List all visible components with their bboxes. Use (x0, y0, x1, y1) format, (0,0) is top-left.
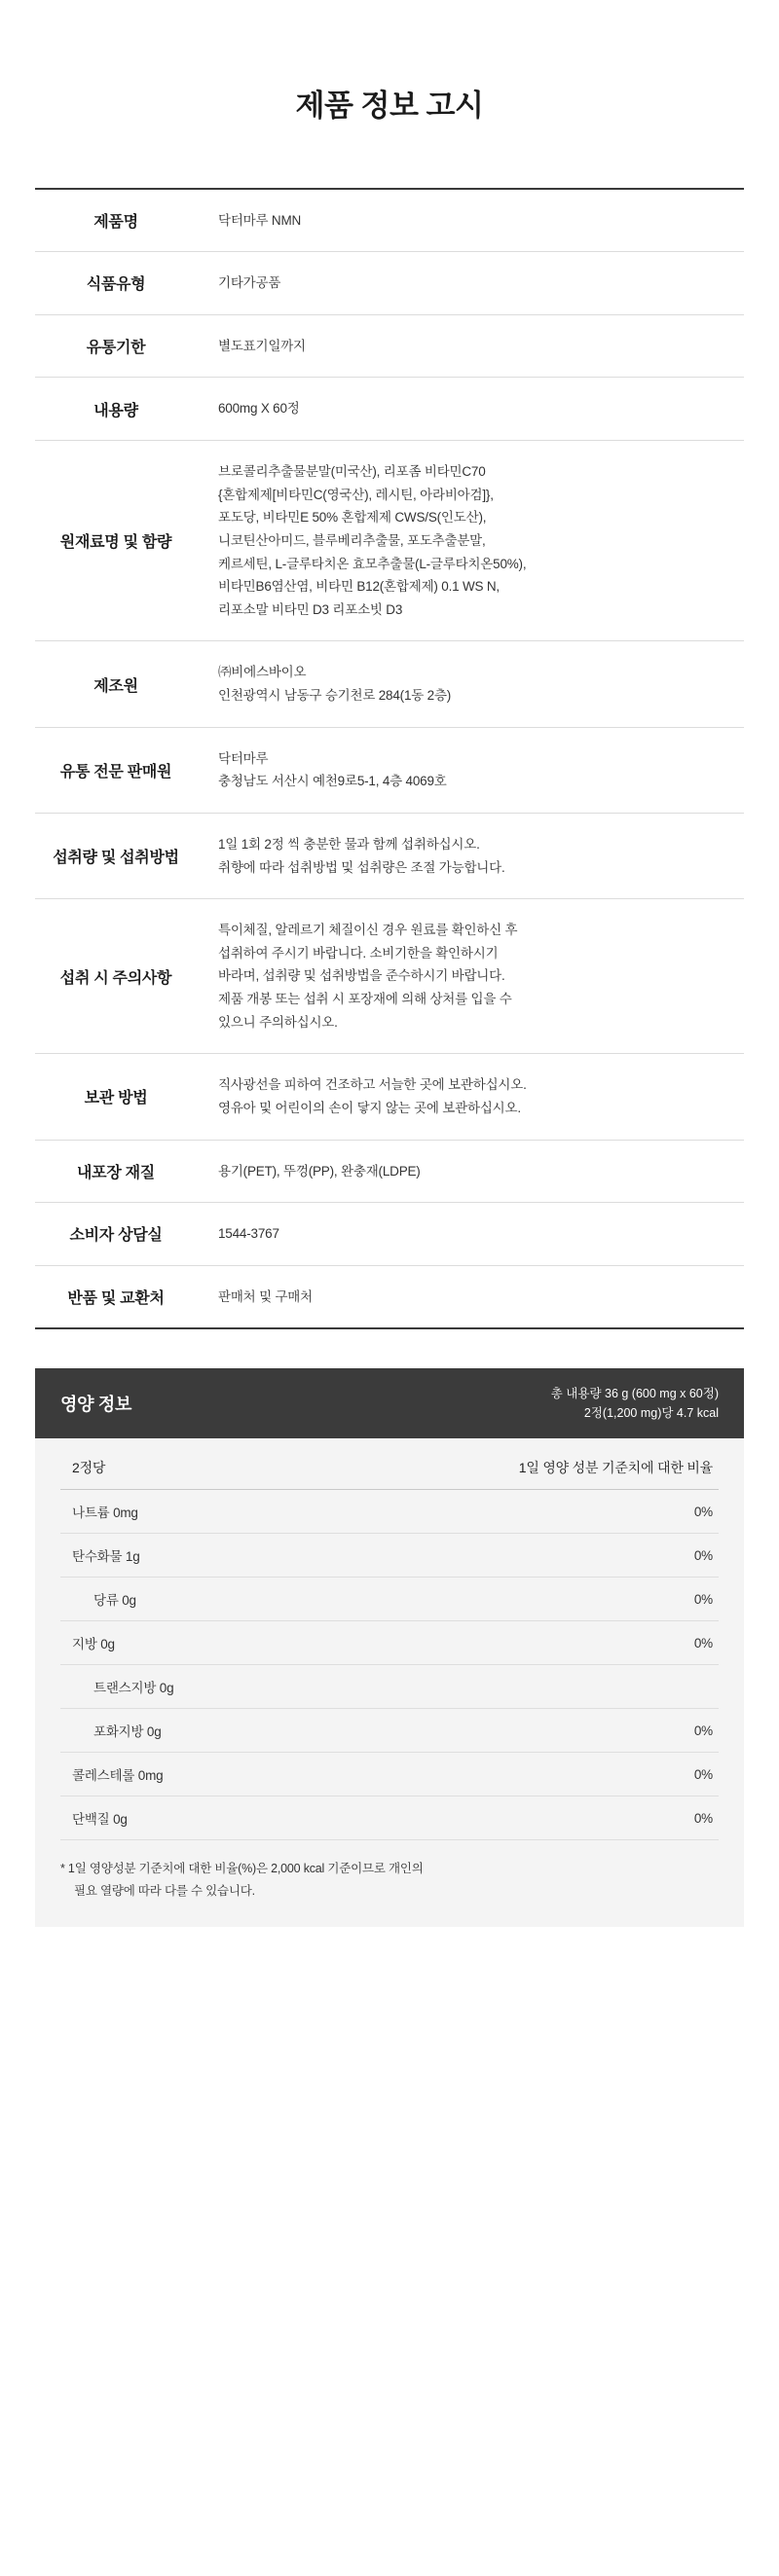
info-row-value-line: ㈜비에스바이오 (218, 665, 307, 680)
info-row-value (197, 641, 744, 727)
table-row (35, 641, 744, 727)
table-row (35, 813, 744, 898)
nutrition-row-name: 당류 0g (60, 1578, 299, 1621)
table-row (35, 1203, 744, 1266)
nutrition-meta-line2: 2정(1,200 mg)당 4.7 kcal (583, 1406, 719, 1421)
info-row-label: 섭취량 및 섭취방법 (35, 813, 197, 898)
table-row (35, 1054, 744, 1140)
info-row-label: 보관 방법 (35, 1054, 197, 1140)
nutrition-table-body (60, 1490, 719, 1840)
info-row-label: 내용량 (35, 378, 197, 441)
info-row-value (197, 1265, 744, 1328)
info-row-value (197, 314, 744, 378)
nutrition-note-line2: 필요 열량에 따라 다를 수 있습니다. (74, 1883, 255, 1898)
nutrition-note-line1: * 1일 영양성분 기준치에 대한 비율(%)은 2,000 kcal 기준이므로 개인의 (60, 1862, 424, 1876)
product-info-page (0, 20, 779, 1928)
table-row (35, 727, 744, 813)
info-row-value-line: 리포소말 비타민 D3 리포소빗 D3 (218, 601, 403, 617)
info-row-label: 유통기한 (35, 314, 197, 378)
info-row-value-line: 판매처 및 구매처 (218, 1288, 313, 1304)
info-row-value-line: 닥터마루 NMN (218, 212, 302, 228)
nutrition-row-name: 트랜스지방 0g (60, 1665, 299, 1709)
info-row-value-line: 별도표기일까지 (218, 338, 306, 353)
nutrition-panel (35, 1368, 744, 1927)
info-row-value (197, 727, 744, 813)
product-info-table (35, 188, 744, 1330)
info-row-value (197, 441, 744, 641)
table-row (35, 189, 744, 252)
info-row-value-line: 직사광선을 피하여 건조하고 서늘한 곳에 보관하십시오. (218, 1077, 527, 1093)
nutrition-title: 영양 정보 (60, 1395, 132, 1415)
nutrition-row-value: 0% (299, 1490, 719, 1534)
nutrition-table-head (60, 1438, 719, 1490)
info-row-value-line: 600mg X 60정 (218, 401, 300, 417)
nutrition-note (35, 1840, 744, 1902)
info-row-value-line: 기타가공품 (218, 275, 281, 291)
nutrition-header-row (60, 1438, 719, 1490)
info-row-value (197, 252, 744, 315)
table-row (35, 1140, 744, 1203)
info-row-value-line: 충청남도 서산시 예천9로5-1, 4층 4069호 (218, 774, 447, 789)
table-row (35, 378, 744, 441)
info-row-value-line: 특이체질, 알레르기 체질이신 경우 원료를 확인하신 후 (218, 923, 518, 938)
nutrition-row-value: 0% (299, 1534, 719, 1578)
info-row-value (197, 1140, 744, 1203)
table-row (35, 1265, 744, 1328)
table-row (35, 441, 744, 641)
info-row-label: 식품유형 (35, 252, 197, 315)
nutrition-row-value: 0% (299, 1753, 719, 1796)
info-row-value (197, 189, 744, 252)
nutrition-row (60, 1665, 719, 1709)
nutrition-row (60, 1621, 719, 1665)
nutrition-row-value: 0% (299, 1578, 719, 1621)
nutrition-row-value: 0% (299, 1621, 719, 1665)
nutrition-row (60, 1753, 719, 1796)
info-row-value-line: 제품 개봉 또는 섭취 시 포장재에 의해 상처를 입을 수 (218, 992, 512, 1007)
nutrition-row-name: 콜레스테롤 0mg (60, 1753, 299, 1796)
nutrition-meta (551, 1384, 719, 1423)
info-row-value (197, 1054, 744, 1140)
info-row-label: 유통 전문 판매원 (35, 727, 197, 813)
info-row-value-line: {혼합제제[비타민C(영국산), 레시틴, 아라비아검]}, (218, 487, 494, 502)
info-row-value-line: 니코틴산아미드, 블루베리추출물, 포도추출분말, (218, 532, 486, 548)
info-row-value-line: 포도당, 비타민E 50% 혼합제제 CWS/S(인도산), (218, 510, 487, 526)
nutrition-row-name: 지방 0g (60, 1621, 299, 1665)
table-row (35, 314, 744, 378)
nutrition-row-name: 탄수화물 1g (60, 1534, 299, 1578)
info-row-value-line: 닥터마루 (218, 750, 269, 766)
nutrition-row (60, 1578, 719, 1621)
info-row-value-line: 영유아 및 어린이의 손이 닿지 않는 곳에 보관하십시오. (218, 1100, 521, 1115)
nutrition-row-value (299, 1665, 719, 1709)
nutrition-body (35, 1438, 744, 1840)
info-row-label: 반품 및 교환처 (35, 1265, 197, 1328)
nutrition-row-name: 단백질 0g (60, 1796, 299, 1840)
nutrition-row (60, 1796, 719, 1840)
nutrition-header (35, 1368, 744, 1438)
info-row-value-line: 1일 1회 2정 씩 충분한 물과 함께 섭취하십시오. (218, 836, 480, 852)
nutrition-row-value: 0% (299, 1709, 719, 1753)
table-row (35, 899, 744, 1054)
info-row-label: 원재료명 및 함량 (35, 441, 197, 641)
info-row-value (197, 899, 744, 1054)
nutrition-row (60, 1709, 719, 1753)
nutrition-table (60, 1438, 719, 1840)
nutrition-row (60, 1490, 719, 1534)
info-row-value-line: 인천광역시 남동구 승기천로 284(1동 2층) (218, 688, 452, 704)
info-row-value-line: 브로콜리추출물분말(미국산), 리포좀 비타민C70 (218, 464, 486, 480)
nutrition-meta-line1: 총 내용량 36 g (600 mg x 60정) (550, 1387, 719, 1401)
page-title: 제품 정보 고시 (295, 88, 484, 123)
nutrition-row-name: 나트륨 0mg (60, 1490, 299, 1534)
product-info-table-body (35, 189, 744, 1329)
info-row-value (197, 813, 744, 898)
nutrition-col-daily-value: 1일 영양 성분 기준치에 대한 비율 (299, 1438, 719, 1490)
nutrition-col-serving: 2정당 (60, 1438, 299, 1490)
info-row-value-line: 용기(PET), 뚜껑(PP), 완충재(LDPE) (218, 1163, 421, 1179)
table-row (35, 252, 744, 315)
nutrition-row-name: 포화지방 0g (60, 1709, 299, 1753)
nutrition-row-value: 0% (299, 1796, 719, 1840)
info-row-value (197, 1203, 744, 1266)
nutrition-row (60, 1534, 719, 1578)
info-row-value (197, 378, 744, 441)
info-row-label: 제조원 (35, 641, 197, 727)
info-row-value-line: 있으니 주의하십시오. (218, 1014, 338, 1030)
info-row-value-line: 1544-3767 (218, 1226, 279, 1242)
info-row-value-line: 취향에 따라 섭취방법 및 섭취량은 조절 가능합니다. (218, 859, 505, 875)
info-row-value-line: 섭취하여 주시기 바랍니다. 소비기한을 확인하시기 (218, 945, 499, 961)
info-row-label: 내포장 재질 (35, 1140, 197, 1203)
info-row-value-line: 바라며, 섭취량 및 섭취방법을 준수하시기 바랍니다. (218, 968, 505, 984)
info-row-label: 제품명 (93, 213, 138, 231)
info-row-value-line: 비타민B6염산염, 비타민 B12(혼합제제) 0.1 WS N, (218, 579, 500, 595)
info-row-value-line: 케르세틴, L-글루타치온 효모추출물(L-글루타치온50%), (218, 556, 527, 571)
info-row-label: 섭취 시 주의사항 (35, 899, 197, 1054)
info-row-label: 소비자 상담실 (35, 1203, 197, 1266)
